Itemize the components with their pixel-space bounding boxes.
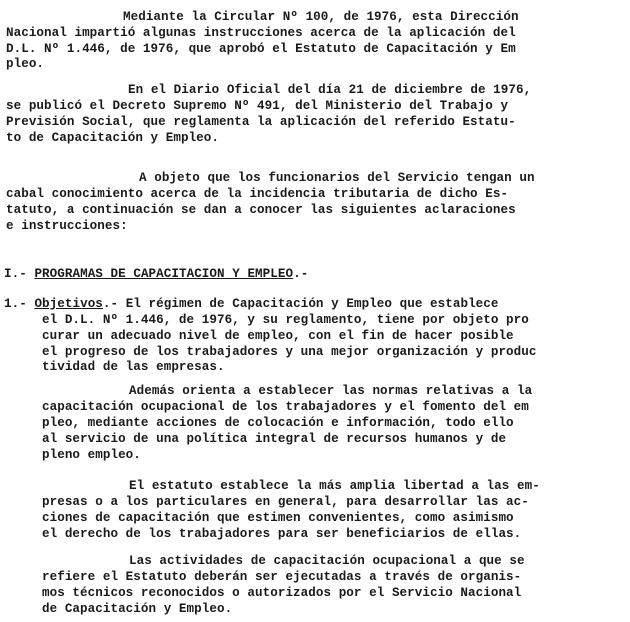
text-line: mos técnicos reconocidos o autorizados por el Servicio Nacional: [42, 586, 522, 600]
text-line: D.L. Nº 1.446, de 1976, que aprobó el Estatuto de Capacitación y Em: [6, 42, 516, 56]
text-line: pleo, mediante acciones de colocación e información, todo ello: [42, 416, 514, 430]
item-first-line-text: El régimen de Capacitación y Empleo que establece: [125, 297, 499, 311]
text-line: El estatuto establece la más amplia libertad a las em-: [129, 479, 540, 493]
section-title: PROGRAMAS DE CAPACITACION Y EMPLEO: [34, 267, 294, 281]
text-line: el derecho de los trabajadores para ser beneficiarios de ellas.: [42, 527, 522, 541]
text-line: se publicó el Decreto Supremo Nº 491, del Ministerio del Trabajo y: [6, 99, 509, 113]
text-line: el progreso de los trabajadores y una mejor organización y produc: [42, 345, 537, 359]
text-line: pleo.: [6, 57, 45, 71]
text-line: e instrucciones:: [6, 219, 128, 233]
text-line: pleno empleo.: [42, 448, 141, 462]
text-line: A objeto que los funcionarios del Servicio tengan un: [139, 171, 535, 185]
text-line: Previsión Social, que reglamenta la aplicación del referido Estatu-: [6, 115, 516, 129]
text-line: al servicio de una política integral de recursos humanos y de: [42, 432, 507, 446]
item-number: 1.-: [4, 297, 27, 311]
text-line: refiere el Estatuto deberán ser ejecutadas a través de organis-: [42, 570, 522, 584]
text-line: tividad de las empresas.: [42, 360, 225, 374]
text-line: Las actividades de capacitación ocupacional a que se: [129, 554, 525, 568]
text-line: cabal conocimiento acerca de la incidencia tributaria de dicho Es-: [6, 187, 509, 201]
section-number: I.-: [4, 267, 27, 281]
text-line: el D.L. Nº 1.446, de 1976, y su reglamento, tiene por objeto pro: [42, 313, 529, 327]
text-line: Mediante la Circular Nº 100, de 1976, esta Dirección: [123, 10, 519, 24]
section-title-suffix: .-: [293, 267, 309, 281]
text-line: Nacional impartió algunas instrucciones acerca de la aplicación del: [6, 26, 516, 40]
text-line: to de Capacitación y Empleo.: [6, 131, 220, 145]
text-line: curar un adecuado nivel de empleo, con el fin de hacer posible: [42, 329, 514, 343]
item-first-line: [4, 296, 499, 312]
item-title-suffix: .-: [102, 297, 119, 311]
text-line: tatuto, a continuación se dan a conocer las siguientes aclaraciones: [6, 203, 516, 217]
text-line: Además orienta a establecer las normas relativas a la: [129, 384, 533, 398]
text-line: capacitación ocupacional de los trabajadores y el fomento del em: [42, 400, 529, 414]
text-line: ciones de capacitación que estimen convenientes, como asimismo: [42, 511, 514, 525]
text-line: presas o a los particulares en general, para desarrollar las ac-: [42, 495, 529, 509]
text-line: En el Diario Oficial del día 21 de diciembre de 1976,: [128, 83, 532, 97]
item-title: Objetivos: [34, 297, 103, 311]
section-heading: [4, 266, 308, 282]
text-line: de Capacitación y Empleo.: [42, 602, 233, 616]
